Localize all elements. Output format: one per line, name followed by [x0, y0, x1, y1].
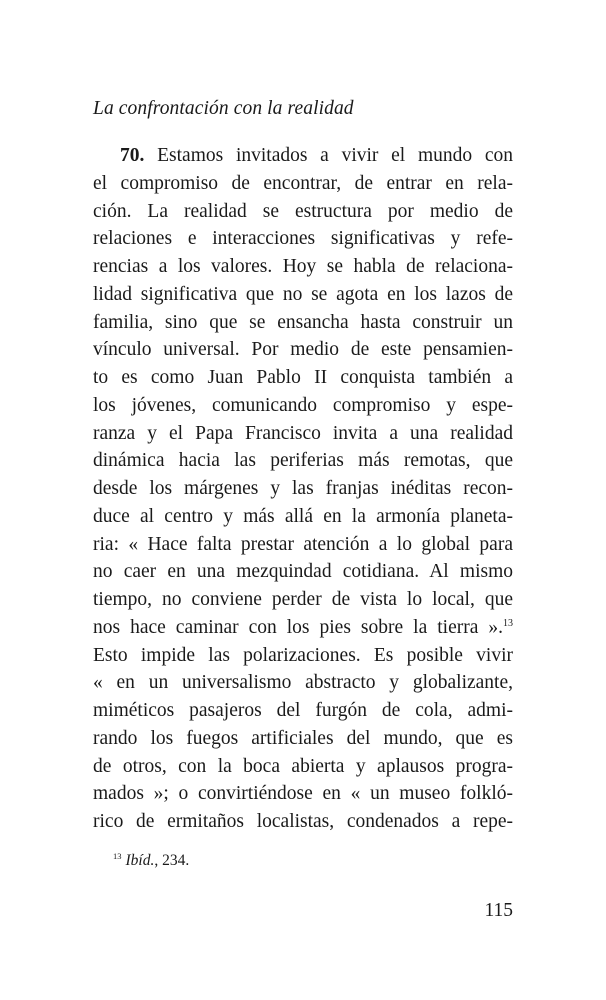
paragraph-line: Esto impide las polarizaciones. Es posible vivir — [93, 644, 513, 666]
paragraph-line: 70. Estamos invitados a vivir el mundo con — [120, 145, 514, 166]
paragraph-line: desde los márgenes y las franjas inéditas recon- — [93, 478, 513, 499]
paragraph-line: lidad significativa que no se agota en los lazos de — [93, 283, 513, 305]
footnote-source: Ibíd. — [125, 852, 155, 869]
paragraph-line: duce al centro y más allá en la armonía planeta- — [93, 505, 513, 527]
paragraph-line: relaciones e interacciones significativas y refe- — [93, 228, 513, 250]
paragraph-line: « en un universalismo abstracto y globalizante, — [93, 672, 513, 694]
paragraph-line: ción. La realidad se estructura por medio de — [93, 200, 513, 222]
paragraph-line: ria: « Hace falta prestar atención a lo global para — [93, 533, 513, 555]
paragraph-line: miméticos pasajeros del furgón de cola, admi- — [93, 700, 513, 721]
footnote-marker: 13 — [113, 851, 122, 862]
paragraph-70 — [93, 142, 513, 836]
paragraph-line: tiempo, no conviene perder de vista lo local, que — [93, 589, 513, 610]
paragraph-line: los jóvenes, comunicando compromiso y espe- — [93, 394, 513, 416]
footnote-reference[interactable]: 13 — [503, 617, 513, 629]
paragraph-line: vínculo universal. Por medio de este pensamien- — [93, 339, 513, 361]
footnote — [113, 852, 189, 870]
paragraph-line: de otros, con la boca abierta y aplausos progra- — [93, 755, 513, 777]
page-number: 115 — [484, 900, 513, 921]
paragraph-line: no caer en una mezquindad cotidiana. Al mismo — [93, 561, 513, 583]
paragraph-line: dinámica hacia las periferias más remotas, que — [93, 450, 513, 472]
section-heading: La confrontación con la realidad — [93, 98, 354, 119]
paragraph-line: ranza y el Papa Francisco invita a una realidad — [93, 422, 513, 444]
paragraph-line: rando los fuegos artificiales del mundo, que es — [93, 727, 513, 749]
paragraph-line: to es como Juan Pablo II conquista también a — [93, 367, 513, 388]
footnote-text: , 234. — [154, 852, 190, 869]
paragraph-line: rencias a los valores. Hoy se habla de relaciona- — [93, 256, 513, 277]
paragraph-line: familia, sino que se ensancha hasta construir un — [93, 311, 513, 333]
paragraph-line: el compromiso de encontrar, de entrar en rela- — [93, 172, 513, 194]
paragraph-line: mados »; o convirtiéndose en « un museo folkló- — [93, 783, 513, 805]
paragraph-number: 70. — [120, 145, 145, 166]
paragraph-line: rico de ermitaños localistas, condenados a repe- — [93, 811, 513, 832]
paragraph-line: nos hace caminar con los pies sobre la tierra ».$^{13}$ — [93, 616, 513, 638]
